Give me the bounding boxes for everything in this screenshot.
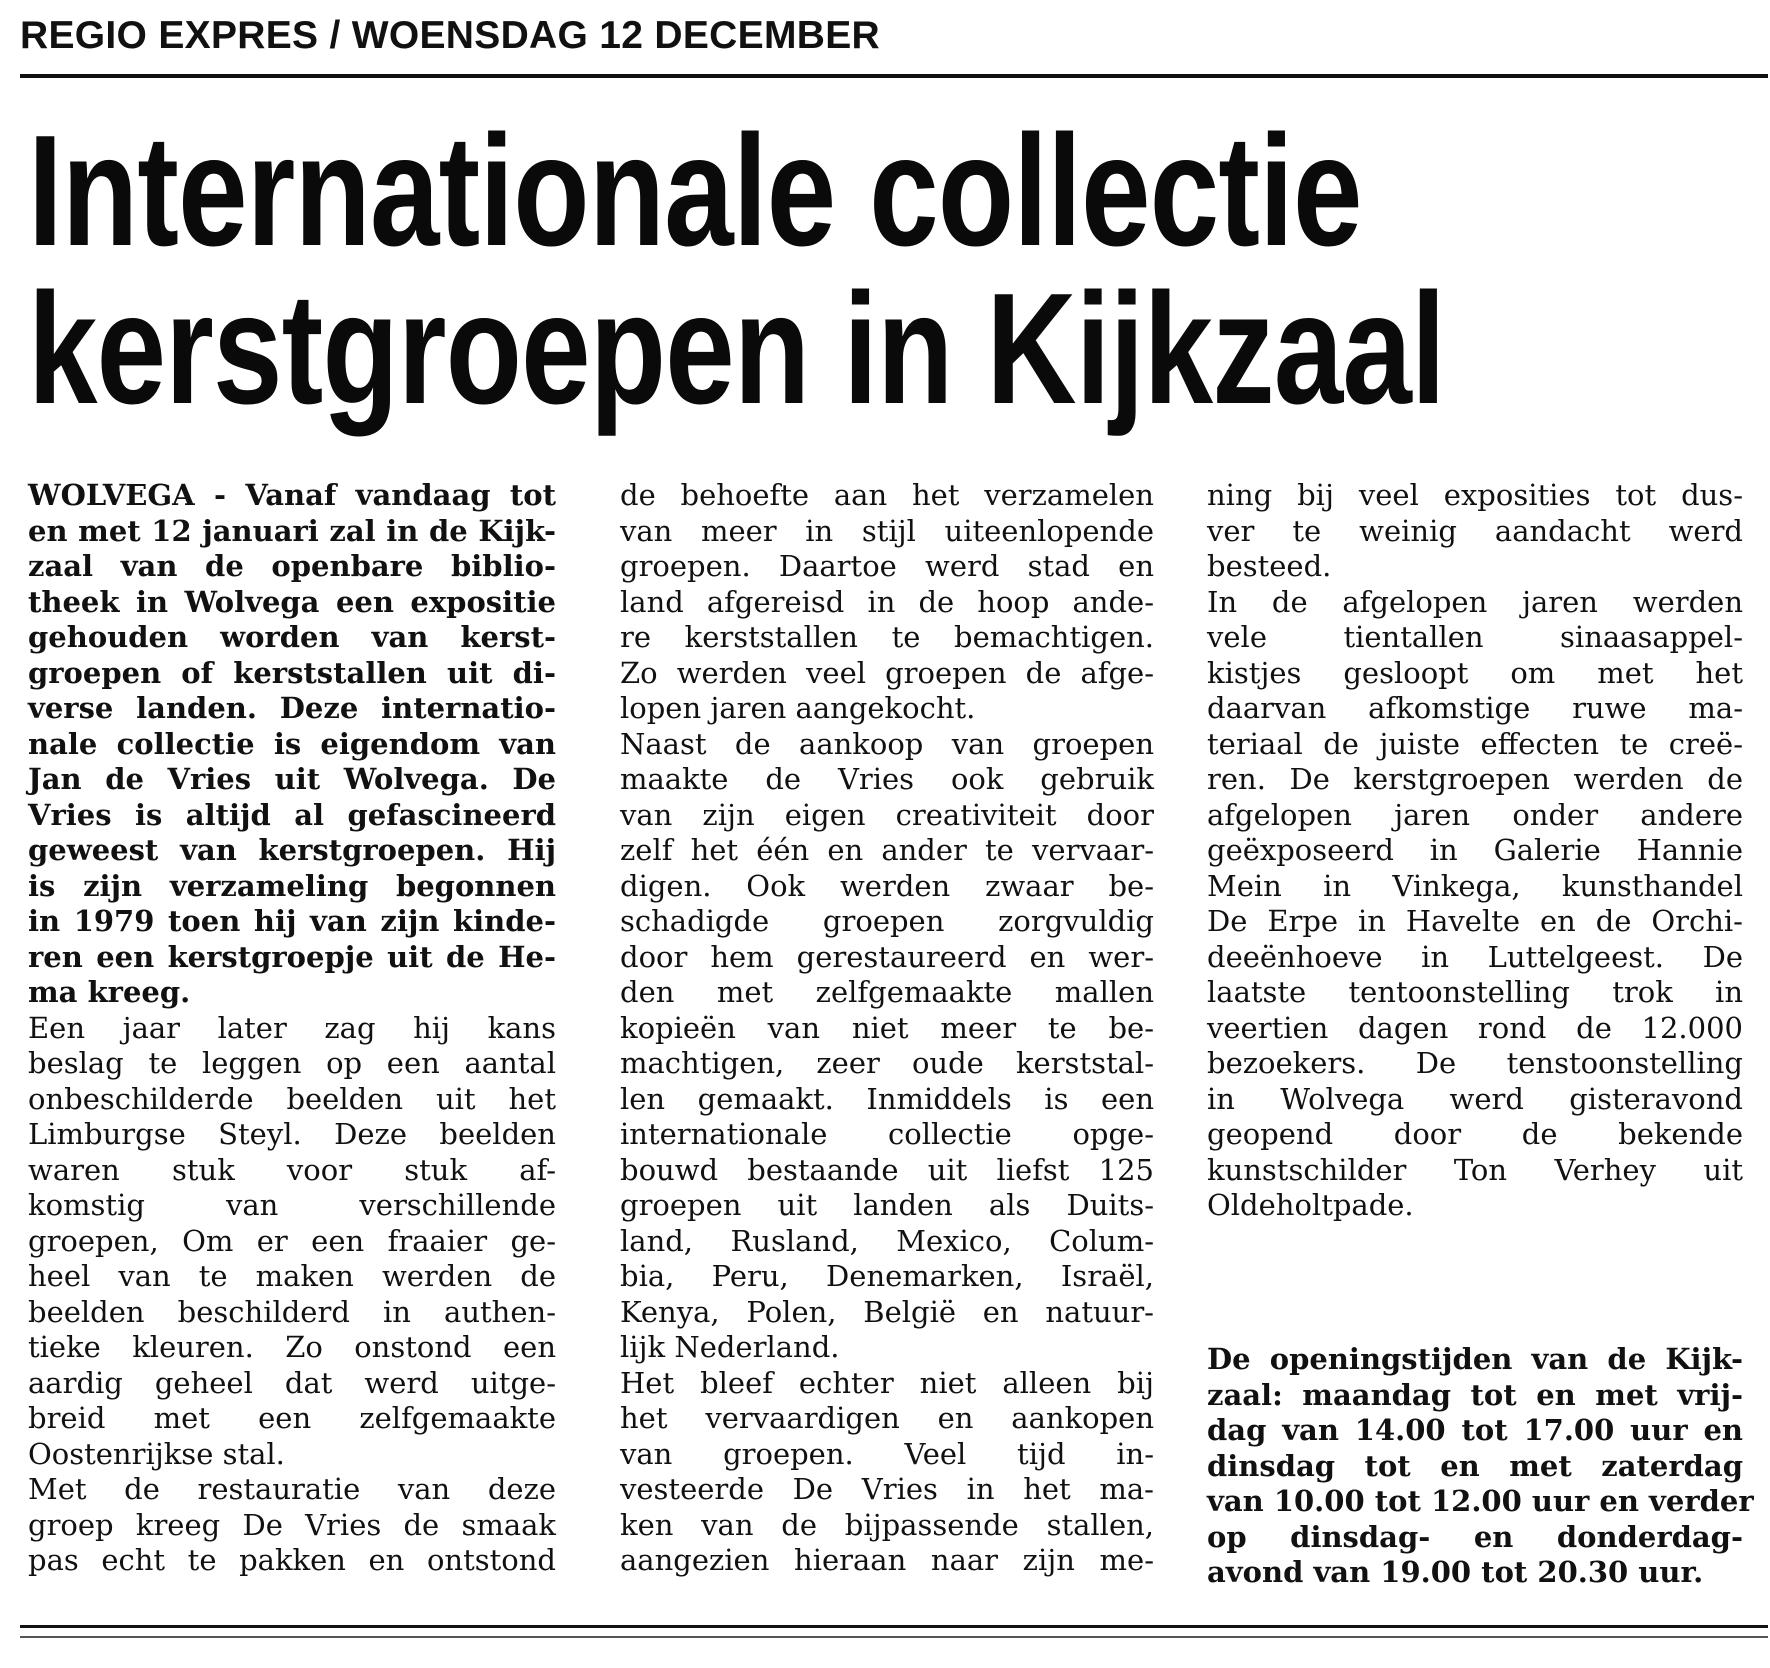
text-line: waren stuk voor stuk af- (28, 1152, 556, 1187)
opening-hours-block (1207, 1342, 1754, 1591)
text-line: beelden beschilderd in authen- (28, 1294, 556, 1329)
text-line: het vervaardigen en aankopen (620, 1401, 1154, 1435)
text-line: len gemaakt. Inmiddels is een (620, 1081, 1154, 1116)
headline-line-2: kerstgroepen in Kijkzaal (28, 261, 1445, 437)
text-line: vele tientallen sinaasappel- (1207, 620, 1743, 654)
text-line: daarvan afkomstige ruwe ma- (1207, 691, 1743, 725)
text-line: ver te weinig aandacht werd (1207, 513, 1743, 548)
text-line: kunstschilder Ton Verhey uit (1207, 1152, 1743, 1187)
headline-line-1: Internationale collectie (28, 103, 1362, 279)
text-line: theek in Wolvega een expositie (28, 584, 556, 619)
text-line: groepen of kerststallen uit di- (28, 655, 556, 690)
text-line: zaal: maandag tot en met vrij- (1207, 1377, 1743, 1412)
text-line: den met zelfgemaakte mallen (620, 975, 1154, 1009)
text-line: ken van de bijpassende stallen, (620, 1507, 1154, 1542)
text-line: aangezien hieraan naar zijn me- (620, 1543, 1154, 1577)
text-line: Kenya, Polen, België en natuur- (620, 1294, 1154, 1329)
header-rule (20, 74, 1768, 78)
text-line: geëxposeerd in Galerie Hannie (1207, 833, 1743, 867)
text-line: komstig van verschillende (28, 1188, 556, 1222)
text-line: Mein in Vinkega, kunsthandel (1207, 868, 1743, 903)
text-line: van meer in stijl uiteenlopende (620, 513, 1154, 548)
text-line: dinsdag tot en met zaterdag (1207, 1448, 1743, 1483)
text-line: nale collectie is eigendom van (28, 726, 556, 761)
text-line: besteed. (1207, 549, 1332, 583)
text-line: Jan de Vries uit Wolvega. De (28, 762, 556, 796)
text-line: dag van 14.00 tot 17.00 uur en (1207, 1413, 1743, 1447)
text-line: WOLVEGA - Vanaf vandaag tot (28, 478, 556, 512)
text-line: en met 12 januari zal in de Kijk- (28, 513, 556, 548)
text-line: breid met een zelfgemaakte (28, 1401, 556, 1435)
text-line: ren. De kerstgroepen werden de (1207, 762, 1743, 796)
text-line: Een jaar later zag hij kans (28, 1010, 556, 1045)
text-line: groepen uit landen als Duits- (620, 1188, 1154, 1222)
article-column-1 (28, 478, 556, 1579)
footer-rule (20, 1625, 1768, 1628)
text-line: beslag te leggen op een aantal (28, 1046, 556, 1080)
text-line: op dinsdag- en donderdag- (1207, 1519, 1743, 1554)
text-line: aardig geheel dat werd uitge- (28, 1365, 556, 1400)
article-headline (28, 103, 1445, 437)
text-line: van groepen. Veel tijd in- (620, 1436, 1154, 1471)
text-line: schadigde groepen zorgvuldig (620, 904, 1154, 938)
text-line: Zo werden veel groepen de afge- (620, 655, 1154, 690)
text-line: de behoefte aan het verzamelen (620, 478, 1154, 512)
text-line: veertien dagen rond de 12.000 (1207, 1010, 1743, 1045)
text-line: land, Rusland, Mexico, Colum- (620, 1223, 1154, 1258)
text-line: avond van 19.00 tot 20.30 uur. (1207, 1555, 1704, 1589)
text-line: De Erpe in Havelte en de Orchi- (1207, 904, 1743, 938)
text-line: zaal van de openbare biblio- (28, 549, 556, 583)
footer-rule-thin (20, 1636, 1768, 1638)
text-line: bezoekers. De tenstoonstelling (1207, 1046, 1743, 1080)
text-line: zelf het één en ander te vervaar- (620, 833, 1154, 867)
text-line: Naast de aankoop van groepen (620, 726, 1154, 761)
text-line: vesteerde De Vries in het ma- (620, 1472, 1154, 1506)
text-line: in Wolvega werd gisteravond (1207, 1081, 1743, 1116)
text-line: onbeschilderde beelden uit het (28, 1081, 556, 1116)
article-column-2 (620, 478, 1154, 1579)
text-line: gehouden worden van kerst- (28, 620, 556, 654)
text-line: lopen jaren aangekocht. (620, 691, 976, 725)
text-line: teriaal de juiste effecten te creë- (1207, 726, 1743, 761)
text-line: groep kreeg De Vries de smaak (28, 1507, 556, 1542)
text-line: Oostenrijkse stal. (28, 1436, 285, 1471)
text-line: laatste tentoonstelling trok in (1207, 975, 1743, 1009)
text-line: In de afgelopen jaren werden (1207, 584, 1743, 619)
text-line: verse landen. Deze internatio- (28, 691, 556, 725)
text-line: Het bleef echter niet alleen bij (620, 1365, 1154, 1400)
text-line: van 10.00 tot 12.00 uur en verder (1207, 1484, 1754, 1518)
text-line: ren een kerstgroepje uit de He- (28, 939, 556, 974)
text-line: door hem gerestaureerd en wer- (620, 939, 1154, 974)
text-line: bia, Peru, Denemarken, Israël, (620, 1259, 1154, 1293)
article-column-3 (1207, 478, 1743, 1224)
text-line: afgelopen jaren onder andere (1207, 797, 1743, 832)
text-line: groepen, Om er een fraaier ge- (28, 1223, 556, 1258)
text-line: internationale collectie opge- (620, 1117, 1154, 1151)
text-line: digen. Ook werden zwaar be- (620, 868, 1154, 903)
text-line: Met de restauratie van deze (28, 1472, 556, 1506)
text-line: ning bij veel exposities tot dus- (1207, 478, 1743, 512)
text-line: is zijn verzameling begonnen (28, 868, 556, 903)
text-line: kistjes gesloopt om met het (1207, 655, 1743, 690)
text-line: Vries is altijd al gefascineerd (28, 797, 556, 832)
text-line: in 1979 toen hij van zijn kinde- (28, 904, 556, 938)
text-line: ma kreeg. (28, 975, 191, 1009)
text-line: re kerststallen te bemachtigen. (620, 620, 1154, 654)
text-line: deeënhoeve in Luttelgeest. De (1207, 939, 1743, 974)
text-line: machtigen, zeer oude kerststal- (620, 1046, 1154, 1080)
text-line: geweest van kerstgroepen. Hij (28, 833, 556, 867)
text-line: Oldeholtpade. (1207, 1188, 1414, 1222)
text-line: heel van te maken werden de (28, 1259, 556, 1293)
text-line: land afgereisd in de hoop ande- (620, 584, 1154, 619)
text-line: maakte de Vries ook gebruik (620, 762, 1154, 796)
text-line: tieke kleuren. Zo onstond een (28, 1330, 556, 1364)
text-line: groepen. Daartoe werd stad en (620, 549, 1154, 583)
text-line: kopieën van niet meer te be- (620, 1010, 1154, 1045)
text-line: pas echt te pakken en ontstond (28, 1543, 556, 1577)
page-header-section: REGIO EXPRES / WOENSDAG 12 DECEMBER (20, 14, 880, 57)
text-line: De openingstijden van de Kijk- (1207, 1342, 1743, 1376)
text-line: geopend door de bekende (1207, 1117, 1743, 1151)
text-line: lijk Nederland. (620, 1330, 840, 1364)
text-line: van zijn eigen creativiteit door (620, 797, 1154, 832)
text-line: bouwd bestaande uit liefst 125 (620, 1152, 1154, 1187)
text-line: Limburgse Steyl. Deze beelden (28, 1117, 556, 1151)
